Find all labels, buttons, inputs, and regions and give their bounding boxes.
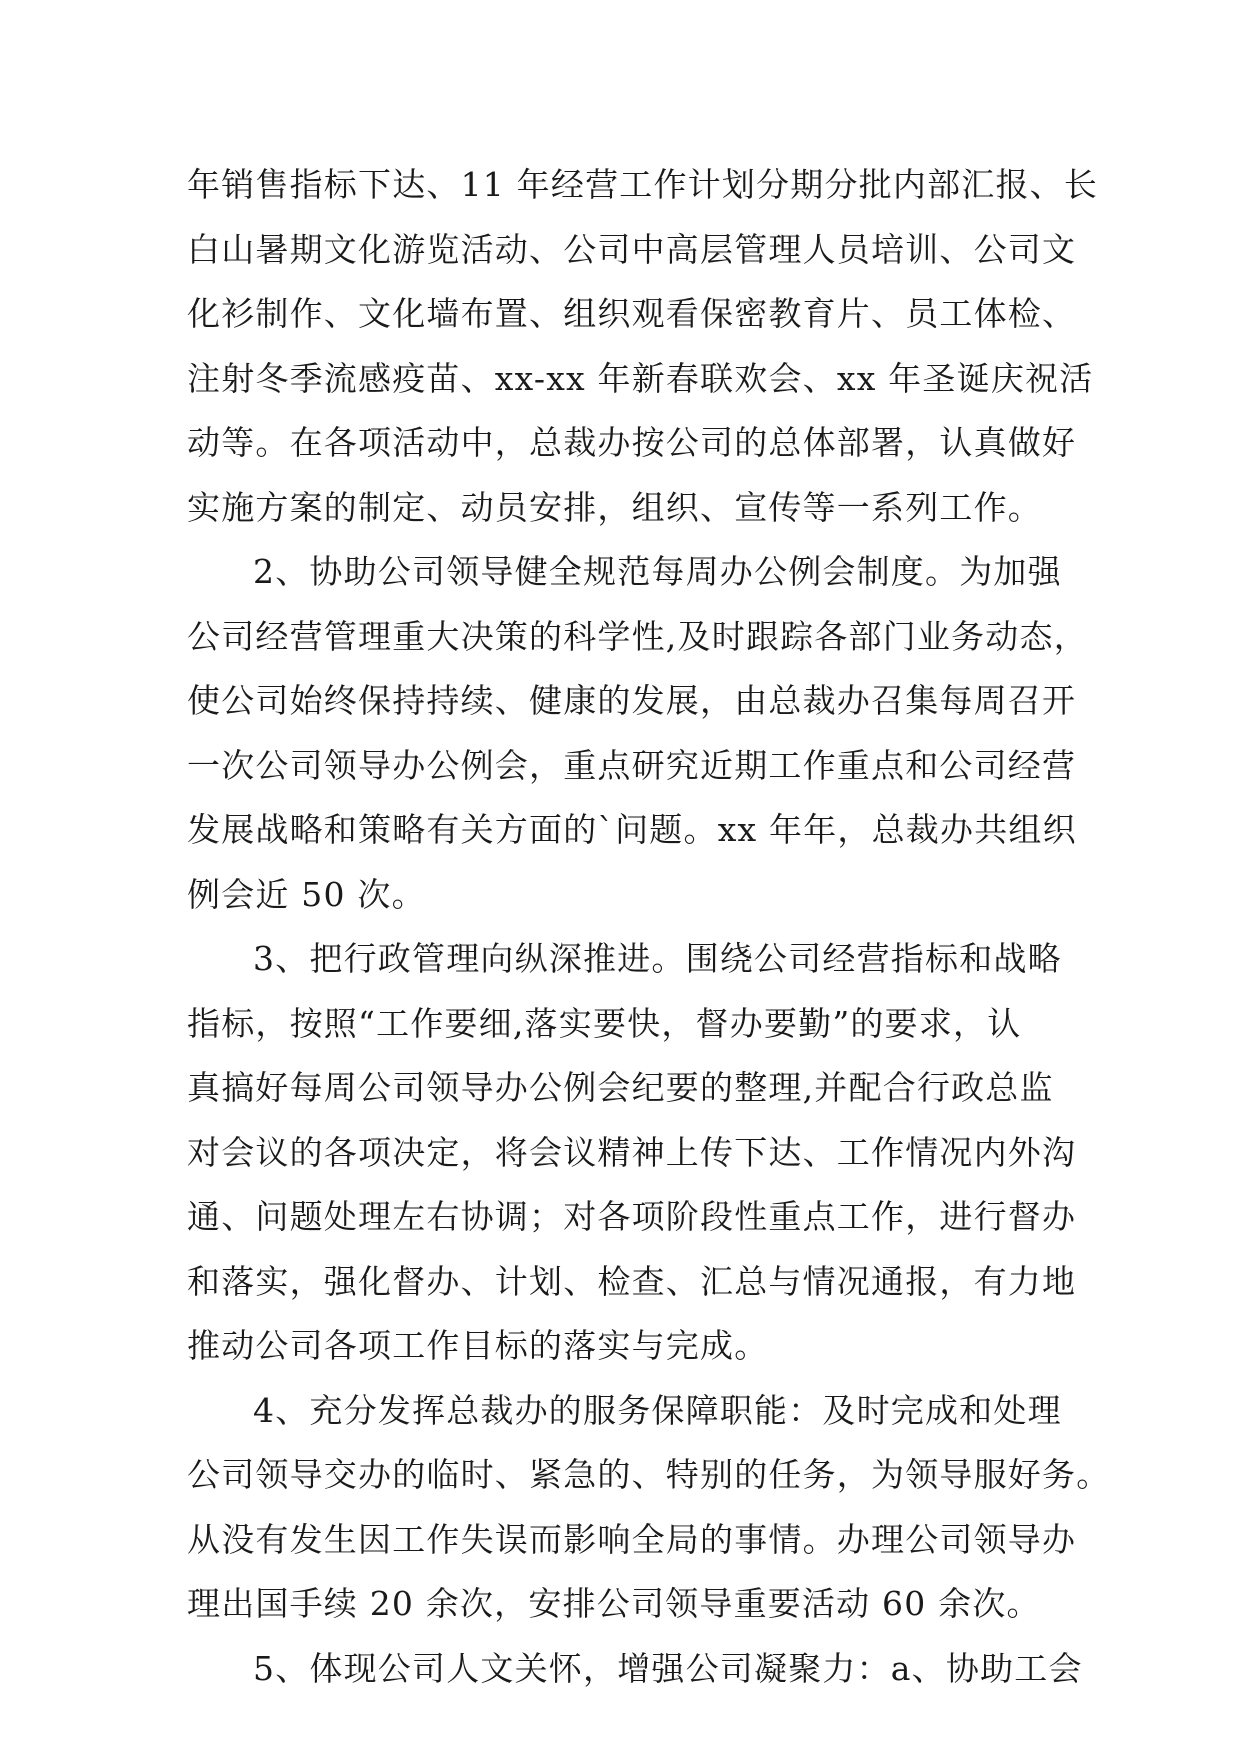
paragraph-start-line: 5、体现公司人文关怀，增强公司凝聚力：a、协助工会 — [253, 1648, 1083, 1688]
paragraph-start-line: 4、充分发挥总裁办的服务保障职能：及时完成和处理 — [253, 1390, 1062, 1430]
text-line: 一次公司领导办公例会，重点研究近期工作重点和公司经营 — [187, 745, 1077, 785]
text-line: 注射冬季流感疫苗、xx-xx 年新春联欢会、xx 年圣诞庆祝活 — [187, 358, 1094, 398]
text-line: 实施方案的制定、动员安排，组织、宣传等一系列工作。 — [187, 487, 1042, 527]
text-line: 化衫制作、文化墙布置、组织观看保密教育片、员工体检、 — [187, 294, 1077, 333]
text-line: 和落实，强化督办、计划、检查、汇总与情况通报，有力地 — [187, 1261, 1077, 1301]
text-line: 年销售指标下达、11 年经营工作计划分期分批内部汇报、长 — [187, 165, 1099, 204]
text-line: 真搞好每周公司领导办公例会纪要的整理,并配合行政总监 — [187, 1068, 1054, 1107]
text-line: 推动公司各项工作目标的落实与完成。 — [187, 1326, 769, 1365]
text-line: 例会近 50 次。 — [187, 874, 426, 914]
text-line: 通、问题处理左右协调；对各项阶段性重点工作，进行督办 — [187, 1197, 1077, 1236]
text-line: 发展战略和策略有关方面的`问题。xx 年年，总裁办共组织 — [187, 810, 1077, 849]
paragraph-start-line: 3、把行政管理向纵深推进。围绕公司经营指标和战略 — [253, 939, 1062, 978]
text-line: 公司经营管理重大决策的科学性,及时跟踪各部门业务动态， — [187, 616, 1088, 656]
body-text — [187, 153, 1111, 1701]
text-line: 对会议的各项决定，将会议精神上传下达、工作情况内外沟 — [187, 1132, 1077, 1172]
text-line: 从没有发生因工作失误而影响全局的事情。办理公司领导办 — [187, 1519, 1077, 1559]
text-line: 使公司始终保持持续、健康的发展，由总裁办召集每周召开 — [187, 681, 1077, 720]
text-line: 公司领导交办的临时、紧急的、特别的任务，为领导服好务。 — [187, 1455, 1111, 1494]
text-line: 理出国手续 20 余次，安排公司领导重要活动 60 余次。 — [187, 1584, 1041, 1623]
text-line: 指标，按照“工作要细,落实要快，督办要勤”的要求，认 — [187, 1003, 1022, 1043]
text-line: 白山暑期文化游览活动、公司中高层管理人员培训、公司文 — [187, 229, 1077, 269]
text-line: 动等。在各项活动中，总裁办按公司的总体部署，认真做好 — [187, 423, 1077, 462]
paragraph-start-line: 2、协助公司领导健全规范每周办公例会制度。为加强 — [253, 552, 1062, 591]
